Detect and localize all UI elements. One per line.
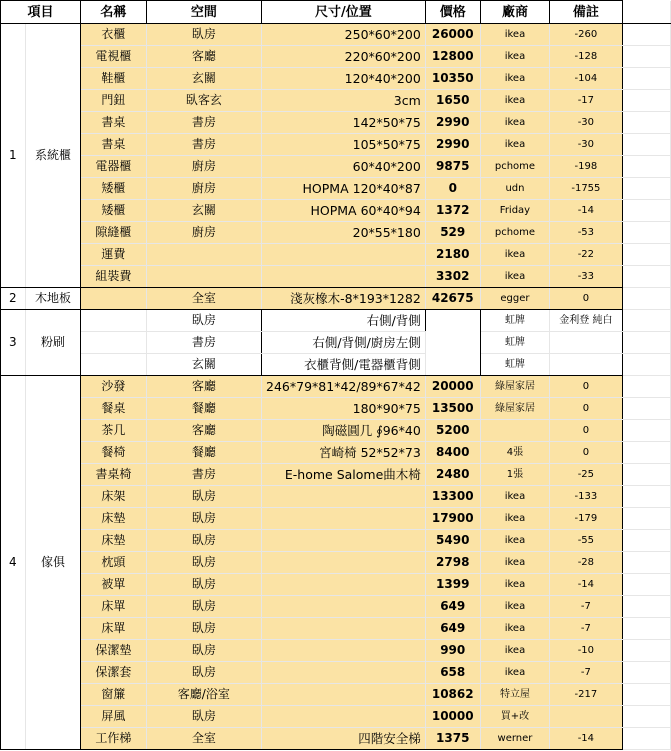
header-vendor[interactable]: 廠商	[480, 1, 550, 24]
item-number-cell[interactable]: 3	[1, 310, 26, 376]
name-cell[interactable]: 衣櫃	[81, 24, 147, 46]
price-cell[interactable]: 5200	[425, 420, 480, 442]
price-cell[interactable]: 2480	[425, 464, 480, 486]
size-cell[interactable]	[262, 706, 426, 728]
size-cell[interactable]: 105*50*75	[262, 134, 426, 156]
vendor-cell[interactable]: 虹牌	[480, 332, 550, 354]
space-cell[interactable]: 臥房	[146, 706, 261, 728]
vendor-cell[interactable]: 綠屋家居	[480, 376, 550, 398]
note-cell[interactable]: -53	[550, 222, 622, 244]
vendor-cell[interactable]: 買+改	[480, 706, 550, 728]
empty-cell[interactable]	[622, 1, 670, 24]
note-cell[interactable]: -217	[550, 684, 622, 706]
size-cell[interactable]: HOPMA 60*40*94	[262, 200, 426, 222]
header-price[interactable]: 價格	[425, 1, 480, 24]
note-cell[interactable]: -17	[550, 90, 622, 112]
note-cell[interactable]: -30	[550, 134, 622, 156]
size-cell[interactable]: 四階安全梯	[262, 728, 426, 750]
space-cell[interactable]: 客廳	[146, 46, 261, 68]
price-cell[interactable]: 2798	[425, 552, 480, 574]
size-cell[interactable]	[262, 640, 426, 662]
empty-cell[interactable]	[622, 24, 670, 46]
price-cell[interactable]: 17900	[425, 508, 480, 530]
price-cell[interactable]: 8400	[425, 442, 480, 464]
name-cell[interactable]: 電視櫃	[81, 46, 147, 68]
space-cell[interactable]	[146, 266, 261, 288]
table-row	[1, 288, 671, 310]
table-row	[1, 640, 671, 662]
price-cell[interactable]: 13300	[425, 486, 480, 508]
size-cell[interactable]	[262, 662, 426, 684]
name-cell[interactable]: 矮櫃	[81, 178, 147, 200]
vendor-cell[interactable]: 特立屋	[480, 684, 550, 706]
vendor-cell[interactable]: 虹牌	[480, 354, 550, 376]
price-cell[interactable]: 20000	[425, 376, 480, 398]
note-cell[interactable]: -14	[550, 574, 622, 596]
note-cell[interactable]	[550, 332, 622, 354]
size-cell[interactable]	[262, 596, 426, 618]
note-cell[interactable]: -14	[550, 728, 622, 750]
size-cell[interactable]: HOPMA 120*40*87	[262, 178, 426, 200]
space-cell[interactable]: 臥房	[146, 596, 261, 618]
space-cell[interactable]: 臥房	[146, 486, 261, 508]
table-row	[1, 464, 671, 486]
price-cell[interactable]: 13500	[425, 398, 480, 420]
note-cell[interactable]: -28	[550, 552, 622, 574]
space-cell[interactable]: 玄關	[146, 354, 261, 376]
space-cell[interactable]: 書房	[146, 112, 261, 134]
price-cell[interactable]: 1375	[425, 728, 480, 750]
header-note[interactable]: 備註	[550, 1, 622, 24]
table-row	[1, 398, 671, 420]
name-cell[interactable]: 床墊	[81, 530, 147, 552]
table-row	[1, 442, 671, 464]
size-cell[interactable]: 220*60*200	[262, 46, 426, 68]
table-row	[1, 662, 671, 684]
vendor-cell[interactable]: ikea	[480, 134, 550, 156]
space-cell[interactable]: 全室	[146, 728, 261, 750]
size-cell[interactable]: 20*55*180	[262, 222, 426, 244]
empty-cell[interactable]	[622, 222, 670, 244]
name-cell[interactable]: 沙發	[81, 376, 147, 398]
size-cell[interactable]	[262, 618, 426, 640]
vendor-cell[interactable]: ikea	[480, 266, 550, 288]
note-cell[interactable]: -179	[550, 508, 622, 530]
name-cell[interactable]: 隙縫櫃	[81, 222, 147, 244]
empty-cell[interactable]	[622, 200, 670, 222]
size-cell[interactable]	[262, 244, 426, 266]
name-cell[interactable]: 矮櫃	[81, 200, 147, 222]
size-cell[interactable]	[262, 552, 426, 574]
name-cell[interactable]: 床單	[81, 618, 147, 640]
empty-cell[interactable]	[622, 376, 670, 398]
empty-cell[interactable]	[622, 156, 670, 178]
space-cell[interactable]: 臥房	[146, 618, 261, 640]
space-cell[interactable]: 全室	[146, 288, 261, 310]
name-cell[interactable]: 書桌	[81, 134, 147, 156]
empty-cell[interactable]	[622, 574, 670, 596]
size-cell[interactable]	[262, 266, 426, 288]
empty-cell[interactable]	[622, 420, 670, 442]
header-size[interactable]: 尺寸/位置	[262, 1, 426, 24]
table-row	[1, 552, 671, 574]
space-cell[interactable]: 臥房	[146, 552, 261, 574]
vendor-cell[interactable]: 綠屋家居	[480, 398, 550, 420]
vendor-cell[interactable]: ikea	[480, 486, 550, 508]
space-cell[interactable]: 臥房	[146, 24, 261, 46]
size-cell[interactable]: 右側/背側/廚房左側	[262, 332, 426, 354]
empty-cell[interactable]	[622, 530, 670, 552]
table-row	[1, 244, 671, 266]
name-cell[interactable]: 餐桌	[81, 398, 147, 420]
space-cell[interactable]: 臥房	[146, 640, 261, 662]
empty-cell[interactable]	[622, 442, 670, 464]
table-row	[1, 222, 671, 244]
price-cell[interactable]: 1399	[425, 574, 480, 596]
table-row	[1, 266, 671, 288]
vendor-cell[interactable]: pchome	[480, 222, 550, 244]
note-cell[interactable]: -198	[550, 156, 622, 178]
note-cell[interactable]: -7	[550, 618, 622, 640]
price-cell[interactable]: 9875	[425, 156, 480, 178]
vendor-cell[interactable]: ikea	[480, 24, 550, 46]
category-cell[interactable]: 木地板	[25, 288, 80, 310]
name-cell[interactable]: 床單	[81, 596, 147, 618]
note-cell[interactable]: 0	[550, 398, 622, 420]
vendor-cell[interactable]: ikea	[480, 662, 550, 684]
name-cell[interactable]: 床墊	[81, 508, 147, 530]
table-row	[1, 420, 671, 442]
header-space[interactable]: 空間	[146, 1, 261, 24]
note-cell[interactable]: -133	[550, 486, 622, 508]
table-row	[1, 46, 671, 68]
size-cell[interactable]: 120*40*200	[262, 68, 426, 90]
table-row	[1, 706, 671, 728]
name-cell[interactable]: 鞋櫃	[81, 68, 147, 90]
space-cell[interactable]: 餐廳	[146, 442, 261, 464]
note-cell[interactable]: -104	[550, 68, 622, 90]
price-cell[interactable]: 649	[425, 618, 480, 640]
table-row	[1, 310, 671, 332]
name-cell[interactable]: 枕頭	[81, 552, 147, 574]
table-row	[1, 354, 671, 376]
item-number-cell[interactable]: 4	[1, 376, 26, 750]
space-cell[interactable]: 玄關	[146, 200, 261, 222]
space-cell[interactable]: 臥房	[146, 574, 261, 596]
price-cell[interactable]: 12800	[425, 46, 480, 68]
space-cell[interactable]: 廚房	[146, 156, 261, 178]
name-cell[interactable]: 組裝費	[81, 266, 147, 288]
empty-cell[interactable]	[622, 464, 670, 486]
table-row	[1, 530, 671, 552]
note-cell[interactable]: -30	[550, 112, 622, 134]
vendor-cell[interactable]: ikea	[480, 552, 550, 574]
name-cell[interactable]	[81, 288, 147, 310]
table-row	[1, 156, 671, 178]
space-cell[interactable]: 臥房	[146, 530, 261, 552]
space-cell[interactable]: 書房	[146, 332, 261, 354]
vendor-cell[interactable]: ikea	[480, 90, 550, 112]
empty-cell[interactable]	[622, 46, 670, 68]
vendor-cell[interactable]: ikea	[480, 530, 550, 552]
header-item[interactable]: 項目	[1, 1, 81, 24]
space-cell[interactable]: 廚房	[146, 178, 261, 200]
vendor-cell[interactable]: ikea	[480, 618, 550, 640]
vendor-cell[interactable]: egger	[480, 288, 550, 310]
table-row	[1, 200, 671, 222]
name-cell[interactable]: 書桌椅	[81, 464, 147, 486]
vendor-cell[interactable]: ikea	[480, 640, 550, 662]
empty-cell[interactable]	[622, 728, 670, 750]
price-cell[interactable]: 5490	[425, 530, 480, 552]
empty-cell[interactable]	[622, 68, 670, 90]
size-cell[interactable]: E-home Salome曲木椅	[262, 464, 426, 486]
size-cell[interactable]	[262, 574, 426, 596]
name-cell[interactable]: 保潔墊	[81, 640, 147, 662]
note-cell[interactable]: -22	[550, 244, 622, 266]
size-cell[interactable]	[262, 486, 426, 508]
item-number-cell[interactable]: 2	[1, 288, 26, 310]
price-cell[interactable]: 2990	[425, 134, 480, 156]
name-cell[interactable]: 門鈕	[81, 90, 147, 112]
space-cell[interactable]: 臥房	[146, 662, 261, 684]
size-cell[interactable]: 衣櫃背側/電器櫃背側	[262, 354, 426, 376]
empty-cell[interactable]	[622, 508, 670, 530]
empty-cell[interactable]	[622, 266, 670, 288]
note-cell[interactable]: -7	[550, 662, 622, 684]
price-cell[interactable]: 658	[425, 662, 480, 684]
vendor-cell[interactable]: ikea	[480, 112, 550, 134]
empty-cell[interactable]	[622, 288, 670, 310]
header-row	[1, 1, 671, 24]
note-cell[interactable]: 0	[550, 420, 622, 442]
empty-cell[interactable]	[622, 354, 670, 376]
name-cell[interactable]: 電器櫃	[81, 156, 147, 178]
name-cell[interactable]: 床架	[81, 486, 147, 508]
name-cell[interactable]: 運費	[81, 244, 147, 266]
empty-cell[interactable]	[622, 618, 670, 640]
space-cell[interactable]: 客廳	[146, 420, 261, 442]
note-cell[interactable]	[550, 706, 622, 728]
note-cell[interactable]	[550, 354, 622, 376]
size-cell[interactable]	[262, 684, 426, 706]
empty-cell[interactable]	[622, 90, 670, 112]
price-cell[interactable]: 1372	[425, 200, 480, 222]
vendor-cell[interactable]: udn	[480, 178, 550, 200]
empty-cell[interactable]	[622, 244, 670, 266]
note-cell[interactable]: 0	[550, 442, 622, 464]
note-cell[interactable]: -260	[550, 24, 622, 46]
size-cell[interactable]: 3cm	[262, 90, 426, 112]
space-cell[interactable]	[146, 244, 261, 266]
size-cell[interactable]: 246*79*81*42/89*67*42	[262, 376, 426, 398]
price-cell[interactable]: 10350	[425, 68, 480, 90]
note-cell[interactable]: 0	[550, 376, 622, 398]
empty-cell[interactable]	[622, 398, 670, 420]
name-cell[interactable]: 保潔套	[81, 662, 147, 684]
table-row	[1, 684, 671, 706]
empty-cell[interactable]	[622, 112, 670, 134]
name-cell[interactable]: 書桌	[81, 112, 147, 134]
item-number-cell[interactable]: 1	[1, 24, 26, 288]
space-cell[interactable]: 客廳/浴室	[146, 684, 261, 706]
vendor-cell[interactable]: ikea	[480, 596, 550, 618]
table-row	[1, 486, 671, 508]
price-cell[interactable]: 2180	[425, 244, 480, 266]
note-cell[interactable]: -128	[550, 46, 622, 68]
size-cell[interactable]: 250*60*200	[262, 24, 426, 46]
table-row	[1, 24, 671, 46]
name-cell[interactable]: 窗簾	[81, 684, 147, 706]
empty-cell[interactable]	[622, 486, 670, 508]
note-cell[interactable]: -7	[550, 596, 622, 618]
vendor-cell[interactable]: werner	[480, 728, 550, 750]
note-cell[interactable]: -14	[550, 200, 622, 222]
size-cell[interactable]: 宮崎椅 52*52*73	[262, 442, 426, 464]
name-cell[interactable]: 被單	[81, 574, 147, 596]
price-cell[interactable]: 990	[425, 640, 480, 662]
space-cell[interactable]: 客廳	[146, 376, 261, 398]
space-cell[interactable]: 餐廳	[146, 398, 261, 420]
note-cell[interactable]: -1755	[550, 178, 622, 200]
price-cell[interactable]: 529	[425, 222, 480, 244]
price-cell[interactable]: 1650	[425, 90, 480, 112]
vendor-cell[interactable]: pchome	[480, 156, 550, 178]
empty-cell[interactable]	[622, 640, 670, 662]
table-row	[1, 728, 671, 750]
vendor-cell[interactable]: 1張	[480, 464, 550, 486]
empty-cell[interactable]	[622, 332, 670, 354]
price-cell[interactable]: 2990	[425, 112, 480, 134]
table-row	[1, 596, 671, 618]
empty-cell[interactable]	[622, 310, 670, 332]
category-cell[interactable]: 系統櫃	[25, 24, 80, 288]
table-row	[1, 112, 671, 134]
size-cell[interactable]	[262, 530, 426, 552]
vendor-cell[interactable]: 虹牌	[480, 310, 550, 332]
empty-cell[interactable]	[622, 662, 670, 684]
name-cell[interactable]	[81, 332, 147, 354]
empty-cell[interactable]	[622, 706, 670, 728]
vendor-cell[interactable]: ikea	[480, 244, 550, 266]
space-cell[interactable]: 書房	[146, 134, 261, 156]
vendor-cell[interactable]: Friday	[480, 200, 550, 222]
size-cell[interactable]: 180*90*75	[262, 398, 426, 420]
table-row	[1, 574, 671, 596]
category-cell[interactable]: 傢俱	[25, 376, 80, 750]
name-cell[interactable]: 屏風	[81, 706, 147, 728]
table-row	[1, 332, 671, 354]
price-cell[interactable]: 649	[425, 596, 480, 618]
price-cell[interactable]: 26000	[425, 24, 480, 46]
price-cell[interactable]: 10000	[425, 706, 480, 728]
vendor-cell[interactable]: 4張	[480, 442, 550, 464]
size-cell[interactable]: 60*40*200	[262, 156, 426, 178]
empty-cell[interactable]	[622, 134, 670, 156]
price-cell[interactable]	[425, 310, 480, 376]
price-cell[interactable]: 0	[425, 178, 480, 200]
category-cell[interactable]: 粉刷	[25, 310, 80, 376]
space-cell[interactable]: 臥房	[146, 508, 261, 530]
table-row	[1, 178, 671, 200]
vendor-cell[interactable]: ikea	[480, 46, 550, 68]
name-cell[interactable]: 餐椅	[81, 442, 147, 464]
size-cell[interactable]: 陶磁圓几 ∮96*40	[262, 420, 426, 442]
note-cell[interactable]: -10	[550, 640, 622, 662]
name-cell[interactable]: 茶几	[81, 420, 147, 442]
space-cell[interactable]: 臥客玄	[146, 90, 261, 112]
name-cell[interactable]	[81, 354, 147, 376]
space-cell[interactable]: 臥房	[146, 310, 261, 332]
vendor-cell[interactable]: ikea	[480, 508, 550, 530]
space-cell[interactable]: 書房	[146, 464, 261, 486]
table-row	[1, 68, 671, 90]
note-cell[interactable]: 0	[550, 288, 622, 310]
space-cell[interactable]: 玄關	[146, 68, 261, 90]
name-cell[interactable]	[81, 310, 147, 332]
size-cell[interactable]: 淺灰橡木-8*193*1282	[262, 288, 426, 310]
note-cell[interactable]: -55	[550, 530, 622, 552]
table-row	[1, 618, 671, 640]
empty-cell[interactable]	[622, 178, 670, 200]
table-row	[1, 508, 671, 530]
empty-cell[interactable]	[622, 596, 670, 618]
table-row	[1, 134, 671, 156]
size-cell[interactable]	[262, 508, 426, 530]
empty-cell[interactable]	[622, 684, 670, 706]
price-cell[interactable]: 10862	[425, 684, 480, 706]
space-cell[interactable]: 廚房	[146, 222, 261, 244]
size-cell[interactable]: 右側/背側	[262, 310, 426, 332]
vendor-cell[interactable]: ikea	[480, 574, 550, 596]
header-name[interactable]: 名稱	[81, 1, 147, 24]
note-cell[interactable]: 金利登 純白	[550, 310, 622, 332]
vendor-cell[interactable]: ikea	[480, 68, 550, 90]
empty-cell[interactable]	[622, 552, 670, 574]
note-cell[interactable]: -33	[550, 266, 622, 288]
table-row	[1, 376, 671, 398]
name-cell[interactable]: 工作梯	[81, 728, 147, 750]
note-cell[interactable]: -25	[550, 464, 622, 486]
price-cell[interactable]: 42675	[425, 288, 480, 310]
size-cell[interactable]: 142*50*75	[262, 112, 426, 134]
price-cell[interactable]: 3302	[425, 266, 480, 288]
vendor-cell[interactable]	[480, 420, 550, 442]
table-row	[1, 90, 671, 112]
